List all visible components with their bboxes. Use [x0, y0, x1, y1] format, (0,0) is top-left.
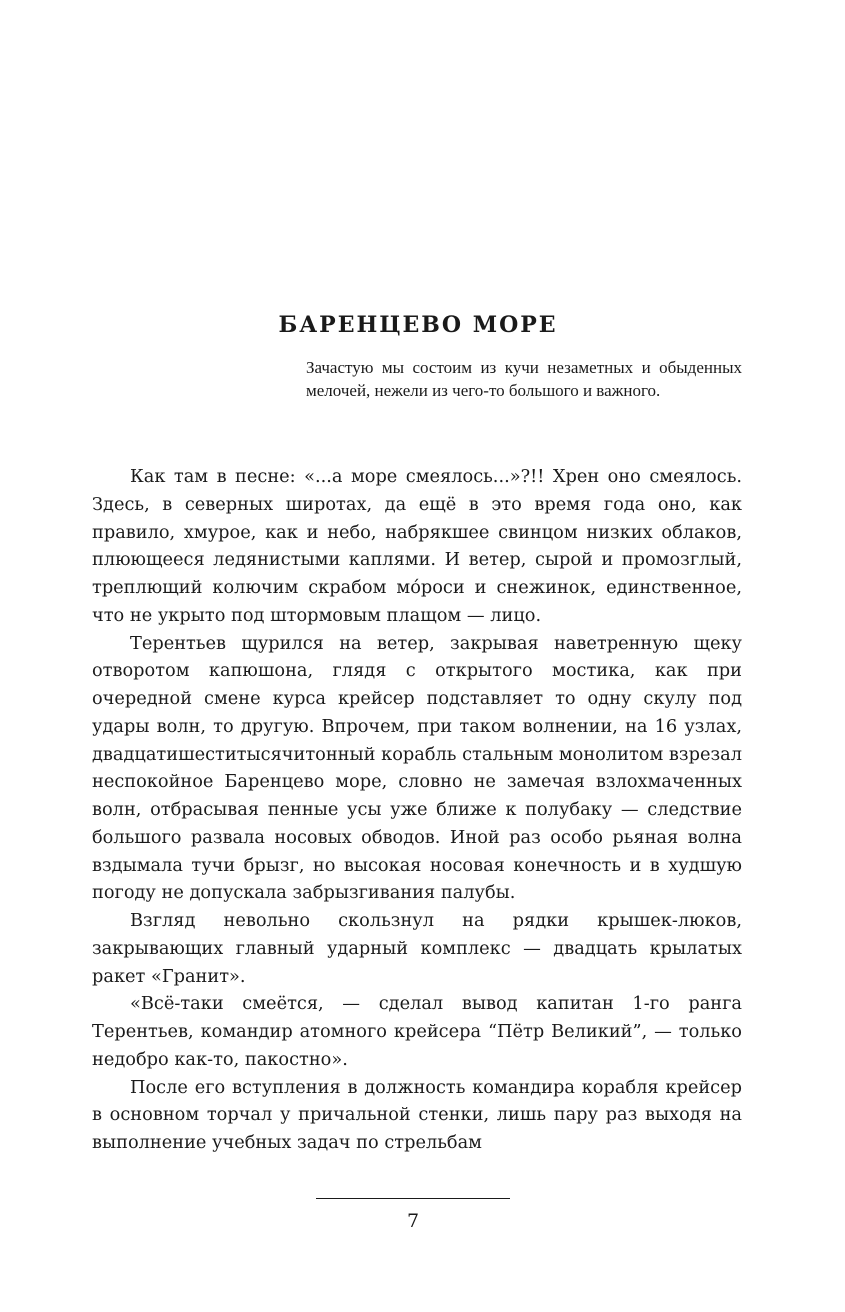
chapter-title: БАРЕНЦЕВО МОРЕ — [278, 312, 558, 338]
body-text — [92, 464, 742, 1158]
paragraph: После его вступления в должность командира корабля крейсер в основном торчал у причальной стенки, лишь пару раз выходя на выполнение учебных задач по стрельбам — [92, 1077, 742, 1153]
paragraph: Взгляд невольно скользнул на рядки крышек-люков, закрывающих главный ударный комплекс — двадцать крылатых ракет «Гранит». — [92, 911, 742, 987]
paragraph: Как там в песне: «...а море смеялось...»?!! Хрен оно смеялось. Здесь, в северных широтах, да ещё в это время года оно, как правило, хмурое, как и небо, набрякшее свинцом низких облаков, плюющееся ледянистыми каплями. И ветер, сырой и промозглый, треплющий колючим скрабом мо́роси и снежинок, единственное, что не укрыто под штормовым плащом — лицо. — [92, 467, 742, 626]
paragraph: «Всё-таки смеётся, — сделал вывод капитан 1-го ранга Терентьев, командир атомного крейсера “Пётр Великий”, — только недобро как-то, пакостно». — [92, 994, 742, 1070]
paragraph: Терентьев щурился на ветер, закрывая наветренную щеку отворотом капюшона, глядя с открытого мостика, как при очередной смене курса крейсер подставляет то одну скулу под удары волн, то другую. Впрочем, при таком волнении, на 16 узлах, двадцатишеститысячитонный корабль стальным монолитом взрезал неспокойное Баренцево море, словно не замечая взлохмаченных волн, отбрасывая пенные усы уже ближе к полубаку — следствие большого развала носовых обводов. Иной раз особо рьяная волна вздымала тучи брызг, но высокая носовая конечность и в худшую погоду не допускала забрызгивания палубы. — [92, 633, 742, 904]
page-number: 7 — [406, 1210, 420, 1232]
epigraph: Зачастую мы состоим из кучи незаметных и обыденных мелочей, нежели из чего-то большого и важного. — [306, 358, 742, 400]
footer-divider — [316, 1198, 510, 1199]
